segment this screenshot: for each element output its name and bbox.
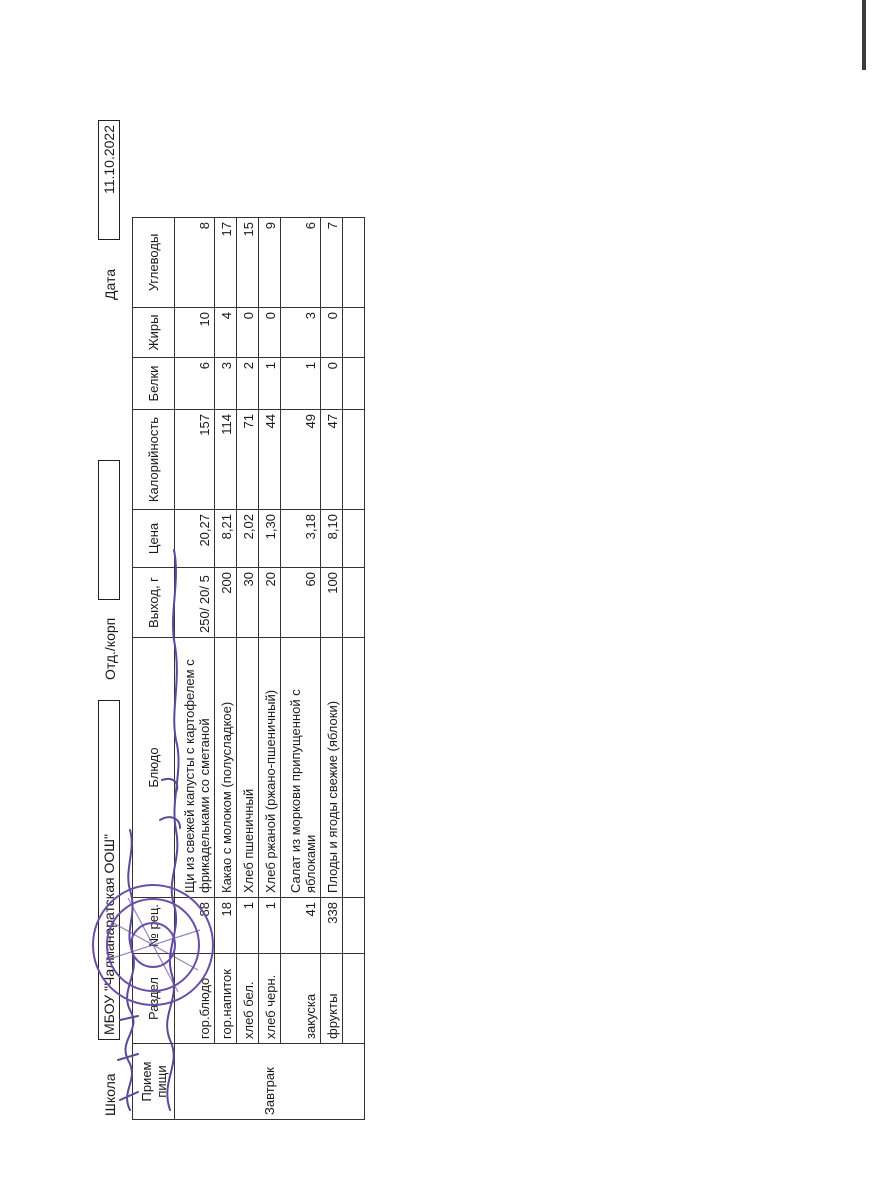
meal-name: Завтрак [175, 1044, 365, 1120]
cell-yield: 200 [215, 568, 237, 638]
cell-section [343, 954, 365, 1044]
cell-price: 3,18 [281, 510, 321, 568]
cell-yield: 250/ 20/ 5 [175, 568, 215, 638]
cell-fat: 0 [321, 308, 343, 358]
cell-fat: 10 [175, 308, 215, 358]
cell-calories: 49 [281, 410, 321, 510]
cell-dish: Салат из моркови припущенной с яблоками [281, 638, 321, 898]
cell-price [343, 510, 365, 568]
dept-label: Отд./корп [102, 617, 118, 680]
col-fat: Жиры [133, 308, 175, 358]
cell-price: 8,10 [321, 510, 343, 568]
cell-recipe [343, 898, 365, 954]
cell-yield: 20 [259, 568, 281, 638]
cell-carbs: 17 [215, 218, 237, 308]
cell-carbs: 7 [321, 218, 343, 308]
col-recipe: № рец. [133, 898, 175, 954]
cell-protein: 0 [321, 358, 343, 410]
cell-yield: 30 [237, 568, 259, 638]
cell-protein: 2 [237, 358, 259, 410]
date-value: 11.10.2022 [98, 120, 120, 240]
cell-fat [343, 308, 365, 358]
school-label: Школа [102, 1073, 118, 1116]
cell-protein: 1 [259, 358, 281, 410]
cell-dish: Плоды и ягоды свежие (яблоки) [321, 638, 343, 898]
cell-fat: 4 [215, 308, 237, 358]
handwritten-signature [90, 520, 210, 1120]
cell-protein: 3 [215, 358, 237, 410]
cell-protein: 1 [281, 358, 321, 410]
cell-dish: Какао с молоком (полусладкое) [215, 638, 237, 898]
col-carbs: Углеводы [133, 218, 175, 308]
cell-fat: 3 [281, 308, 321, 358]
page-edge-shadow [862, 0, 866, 70]
cell-carbs: 6 [281, 218, 321, 308]
cell-recipe: 1 [259, 898, 281, 954]
cell-calories [343, 410, 365, 510]
cell-carbs: 9 [259, 218, 281, 308]
col-yield: Выход, г [133, 568, 175, 638]
cell-fat: 0 [237, 308, 259, 358]
cell-section: фрукты [321, 954, 343, 1044]
cell-dish: Щи из свежей капусты с картофелем с фрикадельками со сметаной [175, 638, 215, 898]
cell-section: гор.блюдо [175, 954, 215, 1044]
school-value: МБОУ "Чалманаратская ООШ" [98, 700, 120, 1040]
cell-section: гор.напиток [215, 954, 237, 1044]
cell-recipe: 1 [237, 898, 259, 954]
date-label: Дата [102, 268, 118, 300]
cell-recipe: 18 [215, 898, 237, 954]
cell-price: 20,27 [175, 510, 215, 568]
col-protein: Белки [133, 358, 175, 410]
cell-price: 8,21 [215, 510, 237, 568]
cell-fat: 0 [259, 308, 281, 358]
cell-recipe: 88 [175, 898, 215, 954]
cell-protein [343, 358, 365, 410]
cell-carbs: 15 [237, 218, 259, 308]
col-meal: Прием пищи [133, 1044, 175, 1120]
cell-calories: 114 [215, 410, 237, 510]
cell-dish [343, 638, 365, 898]
cell-yield [343, 568, 365, 638]
cell-dish: Хлеб пшеничный [237, 638, 259, 898]
table-row [237, 218, 259, 1120]
cell-calories: 71 [237, 410, 259, 510]
table-row [281, 218, 321, 1120]
table-row [259, 218, 281, 1120]
cell-yield: 100 [321, 568, 343, 638]
table-row-empty [343, 218, 365, 1120]
school-stamp [88, 880, 218, 1010]
col-dish: Блюдо [133, 638, 175, 898]
col-section: Раздел [133, 954, 175, 1044]
cell-recipe: 338 [321, 898, 343, 954]
cell-calories: 157 [175, 410, 215, 510]
col-price: Цена [133, 510, 175, 568]
table-row [321, 218, 343, 1120]
col-calories: Калорийность [133, 410, 175, 510]
cell-carbs: 8 [175, 218, 215, 308]
cell-dish: Хлеб ржаной (ржано-пшеничный) [259, 638, 281, 898]
cell-section: хлеб бел. [237, 954, 259, 1044]
cell-price: 1,30 [259, 510, 281, 568]
cell-price: 2,02 [237, 510, 259, 568]
cell-yield: 60 [281, 568, 321, 638]
cell-protein: 6 [175, 358, 215, 410]
cell-section: закуска [281, 954, 321, 1044]
cell-carbs [343, 218, 365, 308]
cell-recipe: 41 [281, 898, 321, 954]
cell-calories: 47 [321, 410, 343, 510]
cell-section: хлеб черн. [259, 954, 281, 1044]
cell-calories: 44 [259, 410, 281, 510]
